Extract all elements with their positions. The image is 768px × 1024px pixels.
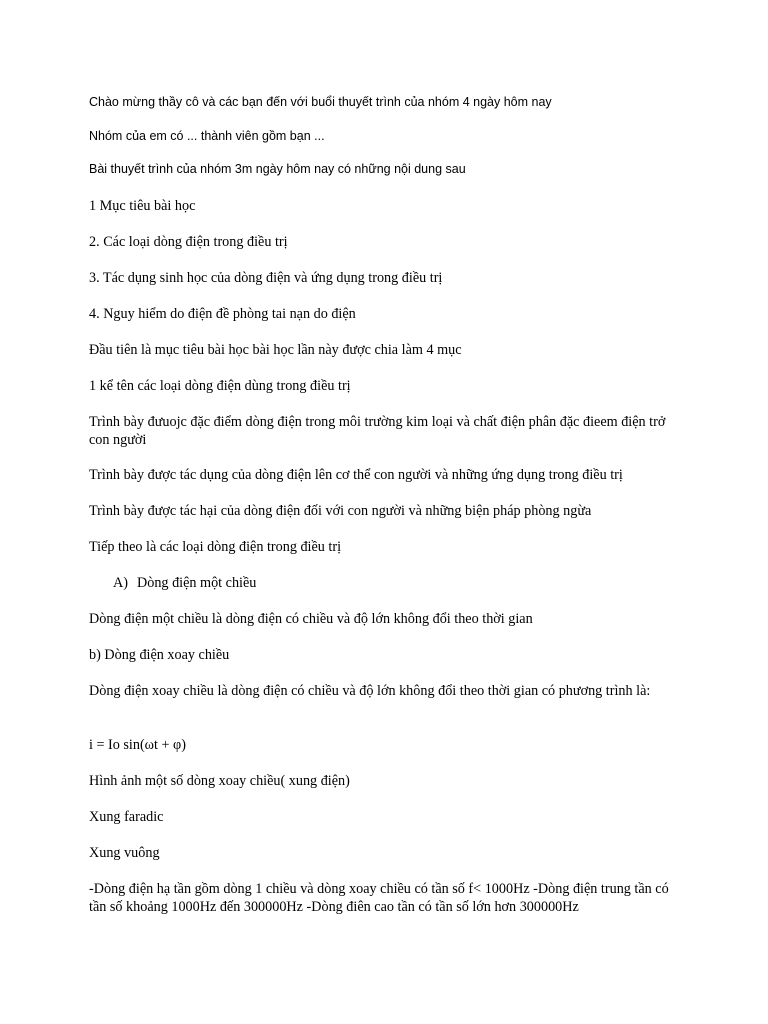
contents-item-4: 4. Nguy hiểm do điện đề phòng tai nạn do điện	[89, 306, 356, 322]
contents-item-3: 3. Tác dụng sinh học của dòng điện và ứng dụng trong điều trị	[89, 270, 443, 286]
types-intro: Tiếp theo là các loại dòng điện trong điều trị	[89, 539, 342, 555]
section-b-formula: i = Io sin(ωt + φ)	[89, 737, 186, 753]
objectives-intro: Đầu tiên là mục tiêu bài học bài học lần này được chia làm 4 mục	[89, 342, 462, 358]
frequency-note: -Dòng điện hạ tần gồm dòng 1 chiều và dòng xoay chiều có tần số f< 1000Hz -Dòng điện trung tần có tần số khoảng 1000Hz đến 300000Hz -Dòng điên cao tần có tần số lớn hơn 300000Hz	[89, 881, 669, 915]
pulse-faradic: Xung faradic	[89, 809, 164, 825]
section-b-description: Dòng điện xoay chiều là dòng điện có chiều và độ lớn không đổi theo thời gian có phương trình là:	[89, 683, 651, 699]
section-a-description: Dòng điện một chiều là dòng điện có chiều và độ lớn không đổi theo thời gian	[89, 611, 533, 627]
pulses-intro: Hình ảnh một số dòng xoay chiều( xung điện)	[89, 773, 350, 789]
contents-item-1: 1 Mục tiêu bài học	[89, 198, 196, 214]
section-a-heading	[113, 574, 703, 592]
intro-agenda: Bài thuyết trình của nhóm 3m ngày hôm nay có những nội dung sau	[89, 162, 466, 176]
objective-3: Trình bày được tác dụng của dòng điện lên cơ thể con người và những ứng dụng trong điều trị	[89, 467, 623, 483]
objective-2: Trình bày đưuojc đặc điểm dòng điện trong môi trường kim loại và chất điện phân đặc đieem điện trở con người	[89, 414, 666, 448]
objective-1: 1 kể tên các loại dòng điện dùng trong điều trị	[89, 378, 351, 394]
intro-members: Nhóm của em có ... thành viên gồm bạn ...	[89, 129, 325, 143]
pulse-square: Xung vuông	[89, 845, 160, 861]
section-a-title: Dòng điện một chiều	[137, 575, 257, 591]
intro-greeting: Chào mừng thầy cô và các bạn đến với buổi thuyết trình của nhóm 4 ngày hôm nay	[89, 95, 552, 109]
section-b-heading: b) Dòng điện xoay chiều	[89, 647, 230, 663]
contents-item-2: 2. Các loại dòng điện trong điều trị	[89, 234, 288, 250]
objective-4: Trình bày được tác hại của dòng điện đối với con người và những biện pháp phòng ngừa	[89, 503, 592, 519]
section-a-marker: A)	[113, 575, 128, 591]
